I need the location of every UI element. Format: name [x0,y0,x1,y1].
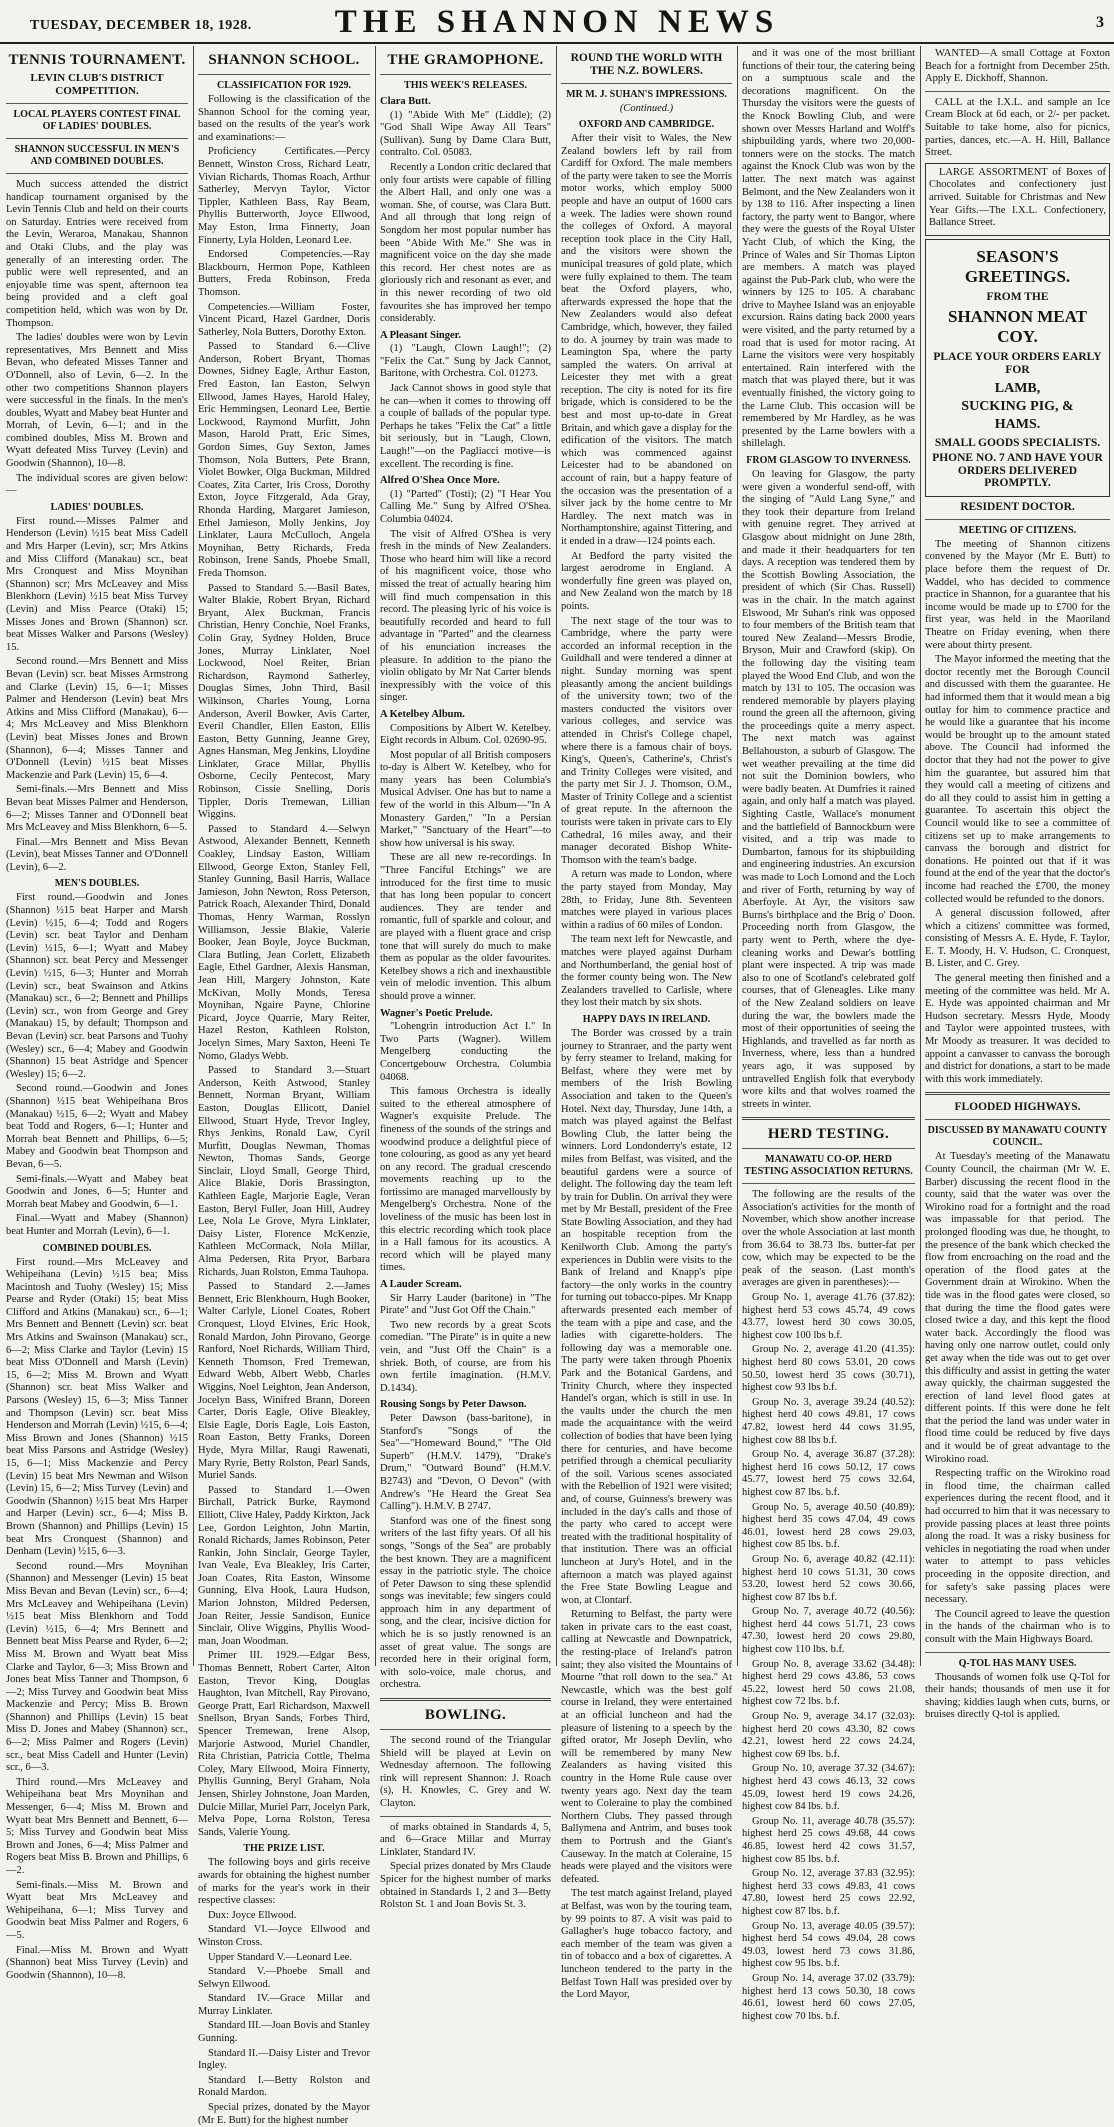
ad-specialists: SMALL GOODS SPECIALISTS. [934,436,1101,449]
paragraph: Returning to Belfast, the party were taken in private cars to the east coast, calling at Newcastle and Downpatrick, the resting-place of Ireland's patron saint; they also visited the Mountains of Mourne "that roll down to the sea." At Newcastle, which was the best golf course in Ireland, they were entertained at an official luncheon and had the pleasure of listening to a speech by the gifted orator, Mr Joseph Devlin, who will be remembered by many New Zealanders as having visited this country in the Home Rule cause over twenty years ago. Next day the team went to Coleraine to play the combined Northern Clubs. They passed through Ballymena and Antrim, and buses took them to Portrush and the Giant's Causeway. In the match at Coleraine, 15 heads were played and the visitors were defeated. [561,1609,732,1885]
paragraph: Standard II.—Daisy Lister and Trevor Ingley. [198,2047,370,2072]
paragraph: First round.—Mrs McLeavey and Wehipeihana (Levin) ½15 bea; Miss Macintosh and Tuohy (Wesley) 15; Miss Pearse and Ryder (Otaki) 15; beat Miss Clifford and Atkins (Manakau) scr., 6—1; Mrs Bennett and Bennett (Levin) scr. beat Mrs Atkins and Swainson (Manakau) scr., 6—2; Miss Clarke and Taylor (Levin) 15 beat Miss O'Donnell and Marsh (Levin) 15, 6—2; Miss M. Brown and Wyatt (Shannon) scr. beat Miss Walker and Parsons (Wesley) 15, 6—3; Miss Tanner and Thompson (Levin) scr. beat Miss Henderson and Morrah (Levin) ½15, 6—4; Miss Brown and Jones (Shannon) ½15 beat Miss Parsons and Astridge (Wesley) 15, 6—1; Miss Mackenzie and Percy (Levin) 15 beat Mrs Newman and Wilson (Levin) 15, 6—2; Miss Turvey (Levin) and Goodwin (Shannon) ½15 beat Mrs Harper and Harper (Levin) scr., 6—4; Miss B. Brown (Shannon) and Phillips (Levin) 15 beat Mrs Cronquest (Shannon) and Denham (Levin) ½15, 6—3. [6,1256,188,1558]
section-heading: LADIES' DOUBLES. [50,501,144,513]
column-rule [737,46,738,1666]
paragraph: and it was one of the most brilliant functions of their tour, the catering being on a sumptuous scale and the decorations magnificent. On the Thursday the visitors were the guests of the Knock Bowling Club, and were shown over Messrs Harland and Wolff's shipbuilding yards, where two 20,000-tonners were on the stocks. The match against the Knock Club was won by the latter. The next match was against Belmont, and the New Zealanders won it by 138 to 116. After inspecting a linen factory, the party went to Bangor, where they were the guests of the Royal Ulster Yacht Club, of which the King, the Prince of Wales and Sir Thomas Lipton are members. A match was played against the Pub-Park club, who were the winners by 125 to 105. A charabanc drive to Mayhee Island was an enjoyable excursion. Rains dating back 2000 years were visited, and the party returned by a road that is used for motor racing. At Larne the visitors were very hospitably entertained. Rain interfered with the match that was played there, but it was eventually finished, the victory going to the Larne Club. This occasion will be remembered by Mr Hardley, as he was presented by the Larne bowlers with a shillelagh. [742,48,915,450]
section-heading: Clara Butt. [380,96,431,107]
paragraph: The ladies' doubles were won by Levin representatives, Mrs Bennett and Miss Bevan, who defeated Misses Tanner and O'Donnell, also of Levin, 6—2. In the other two competitions Shannon players were successful in the finals. In the men's doubles, Wyatt and Mabey beat Hunter and Morrah, of Levin, 6—1; and in the combined doubles, Miss M. Brown and Wyatt defeated Miss Turvey (Levin) and Goodwin (Shannon), 10—8. [6,332,188,470]
classified-ad: CALL at the I.X.L. and sample an Ice Cream Block at 6d each, or 2/- per packet. Suitable to take home, also for picnics, parties, dances, etc.—A. H. Hill, Ballance Street. [925,96,1110,159]
bowlers-headline: ROUND THE WORLD WITH THE N.Z. BOWLERS. [570,52,723,77]
paragraph: Standard V.—Phoebe Small and Selwyn Ellwood. [198,1966,370,1990]
group-result: Group No. 3, average 39.24 (40.52): highest herd 40 cows 49.81, 17 cows 47.82, lowest herd 44 cows 31.95, highest cow 88 lbs b.f. [742,1396,915,1446]
group-result: Group No. 4, average 36.87 (37.28): highest herd 16 cows 50.12, 17 cows 45.77, lowest herd 75 cows 32.64, highest cow 87 lbs. b.f. [742,1449,915,1498]
group-result: Group No. 5, average 40.50 (40.89): highest herd 35 cows 47.04, 49 cows 46.01, lowest herd 28 cows 29.03, highest cow 85 lbs. b.f. [742,1501,915,1551]
gramophone-subhead: THIS WEEK'S RELEASES. [404,80,527,91]
paragraph: (1) "Parted" (Tosti); (2) "I Hear You Calling Me." Sung by Alfred O'Shea. Columbia 04024. [380,488,551,525]
divider [380,1698,551,1701]
paragraph: Compositions by Albert W. Ketelbey. Eight records in Album. Col. 02690-95. [380,722,551,747]
paragraph: The visit of Alfred O'Shea is very fresh in the minds of New Zealanders. Those who heard him will like a record of his magnificent voice, those who missed the treat of actually hearing him will find much compensation in this record. The pleasing lyric of his voice is beautifully recorded and heard to full advantage in "Parted" and the clearness of his enunciation increases the pleasure. In addition to the piano the violin obligato by Mr Nat Carter blends inexpressibly with the voice of this singer. [380,528,551,704]
group-result: Group No. 11, average 40.78 (35.57): highest herd 25 cows 49.68, 44 cows 46.85, lowest herd 42 cows 31.57, highest cow 85 lbs. b.f. [742,1815,915,1865]
paragraph: Final.—Wyatt and Mabey (Shannon) beat Hunter and Morrah (Levin), 6—1. [6,1213,188,1237]
continued-note: (Continued.) [619,103,674,114]
ad-text: LARGE ASSORTMENT of Boxes of Chocolates and confectionery just arrived. Suitable for Christmas and New Year Gifts.—The I.X.L. Confectionery, Ballance Street. [929,166,1106,229]
paragraph: (1) "Abide With Me" (Liddle); (2) "God Shall Wipe Away All Tears" (Sullivan). Sung by Dame Clara Butt, contralto. Col. 05083. [380,109,551,159]
paragraph: Recently a London critic declared that only four artists were capable of filling the Albert Hall, and only one was a woman. She, of course, was Clara Butt. And all through that long reign of Songdom her most popular number has been "Abide With Me." She was in magnificent voice on the day she made this record. Her chest notes are as gloriously rich and resonant as ever, and in this newer recording of two old favourites she has improved her tempo considerably. [380,161,551,325]
paragraph: (1) "Laugh, Clown Laugh!"; (2) "Felix the Cat." Sung by Jack Cannot, Baritone, with Orchestra. Col. 01273. [380,343,551,380]
paragraph: Competencies.—William Foster, Vincent Picard, Hazel Gardner, Doris Satherley, Nola Butters, Dorothy Exton. [198,301,370,338]
paragraph: Dux: Joyce Ellwood. [208,1909,297,1921]
paragraph: Respecting traffic on the Wirokino road in flood time, the chairman called experiences during the recent flood, and it had occurred to him that it was necessary to provide passing places at least three points along the road. It was a risky business for vehicles in negotiating the road when under water to attempt to pass vehicles proceeding in the opposite direction, and for safety's sake passing places were necessary. [925,1468,1110,1606]
paragraph: Passed to Standard 3.—Stuart Anderson, Keith Astwood, Stanley Bennett, Norman Bryant, William Easton, Douglas Ellicott, Daniel Ellwood, Stuart Hyde, Trevor Ingley, Rhys Jenkins, Ronald Law, Cyril Murfitt, Douglas Newman, Thomas Newton, Thomas Sands, George Sinclair, Lloyd Small, George Third, Alice Blakie, Doris Brassington, Kathleen Eagle, Marjorie Eagle, Veran Easton, Beryl Fuller, Joan Hill, Audrey Lee, Nola Le Grove, Myra Linklater, Daisy Lister, Florence McKenzie, Kathleen McCormack, Nola Millar, Alma Pedersen, Rita Pryor, Barbara Richards, Juan Rolston, Emma Tauhopa. [198,1065,370,1278]
paragraph: Passed to Standard 1.—Owen Birchall, Patrick Burke, Raymond Elliott, Clive Haley, Paddy Kirkton, Jack Lee, Gordon Leighton, John Martin, Ronald Richards, James Robinson, Peter Rankin, John Sinclair, George Tayler, Ivan Veale, Eva Bleakley, Iris Carter, Joan Coates, Rita Easton, Winsome Gunning, Elva Hook, Laura Hudson, Marion Johnston, Mildred Pedersen, Joan Reiter, Jessie Sandison, Eunice Sinclair, Olive Wiggins, Phyllis Wood-man, Joan Woodman. [198,1484,370,1647]
paragraph: The individual scores are given below:— [6,472,188,497]
column-school [198,48,370,2126]
section-heading: Alfred O'Shea Once More. [380,475,500,487]
section-heading: A Pleasant Singer. [380,329,461,341]
paragraph: Standard VI.—Joyce Ellwood and Winston Cross. [198,1924,370,1948]
column-gramophone [380,48,551,1911]
paragraph: Second round.—Goodwin and Jones (Shannon) ½15 beat Wehipeihana Bros (Manakau) ½15, 6—2; Wyatt and Mabey beat Todd and Rogers, 6—1; Hunter and Morrah beat Bennett and Phillips, 6—5; Mabey and Goodwin beat Thompson and Bevan, 6—5. [6,1083,188,1170]
divider [198,74,370,75]
paragraph: The general meeting then finished and a meeting of the committee was held. Mr A. E. Hyde was appointed chairman and Mr Hudson secretary. Messrs Hyde, Moody and Taylor were appointed trustees, with Mr Moody as treasurer. It was decided to appoint a canvasser to canvass the borough and district for donations, a start to be made with this work immediately. [925,973,1110,1085]
ad-phone-line: PHONE NO. 7 AND HAVE YOUR ORDERS DELIVERED PROMPTLY. [932,452,1103,490]
paragraph: Passed to Standard 2.—James Bennett, Eric Blenkhourn, Hugh Booker, Walter Carlyle, Lionel Coates, Robert Cronquest, Lloyd Elvines, Eric Hook, Ronald Mardon, John Pirovano, George Ranford, Noel Richards, William Third, Kenneth Thomson, Fred Tremewan, Edward Webb, Albert Webb, Charles Wiggins, Noel Leighton, Jean Anderson, Jocelyn Bass, Winifred Brann, Doreen Carter, Doris Eagle, Olive Bleakley, Elsie Eagle, Doris Eagle, Lois Easton, Roan Easton, Betty Franks, Doreen Hyde, Myra Millar, Raugi Rawenati, Mary Ryrie, Betty Rolston, Pearl Sands, Muriel Sands. [198,1281,370,1482]
section-heading: COMBINED DOUBLES. [42,1242,152,1254]
ad-greeting: SEASON'S GREETINGS. [964,246,1071,286]
paragraph: The team next left for Newcastle, and matches were played against Durham and Northumberland, the genial host of the former county being won. The New Zealanders travelled to Carlisle, where they lost their match by six shots. [561,934,732,1009]
paragraph: Thousands of women folk use Q-Tol for their hands; thousands of men use it for shaving; kiddies laugh when cuts, burns, or bruises directly Q-tol is applied. [925,1671,1110,1721]
divider [6,173,188,174]
group-result: Group No. 2, average 41.20 (41.35): highest herd 80 cows 53.01, 20 cows 50.50, lowest herd 35 cows (30.71), highest cow 93 lbs b.f. [742,1344,915,1394]
paragraph: Special prizes, donated by the Mayor (Mr E. Butt) for the highest number [198,2102,370,2126]
ad-item: LAMB, [994,380,1041,396]
paragraph: The meeting of Shannon citizens convened by the Mayor (Mr E. Butt) to place before them the request of Dr. Waddel, who has decided to commence practice in Shannon, for a guarantee that his income would be made up to £700 for the first year, was held in the Maoriland Theatre on Friday evening, when there were about thirty present. [925,538,1110,651]
paragraph: Sir Harry Lauder (baritone) in "The Pirate" and "Just Got Off the Chain." [380,1292,551,1317]
group-result: Group No. 12, average 37.83 (32.95): highest herd 33 cows 49.83, 41 cows 47.80, lowest herd 25 cows 22.92, highest cow 87 lbs. b.f. [742,1868,915,1917]
paragraph: The Council agreed to leave the question in the hands of the chairman who is to consult with the Main Highways Board. [925,1608,1110,1645]
paragraph: The following boys and girls receive awards for obtaining the highest number of marks for the year's work in their respective classes: [198,1857,370,1907]
paragraph: Semi-finals.—Wyatt and Mabey beat Goodwin and Jones, 6—5; Hunter and Morrah beat Mabey and Goodwin, 6—1. [6,1173,188,1210]
classified-ad: WANTED—A small Cottage at Foxton Beach for a fortnight from December 25th. Apply E. Dickhoff, Shannon. [925,48,1110,85]
issue-date: TUESDAY, DECEMBER 18, 1928. [30,18,252,33]
section-heading: MEN'S DOUBLES. [54,878,140,890]
masthead [0,0,1114,44]
paragraph: Third round.—Mrs McLeavey and Wehipeihana beat Mrs Moynihan and Messenger, 6—4; Miss M. Brown and Wyatt beat Mrs Bennett and Bennett, 6—5; Miss Turvey and Goodwin beat Miss Brown and Jones, 6—4; Miss Palmer and Rogers beat Miss B. Brown and Phillips, 6—2. [6,1776,188,1876]
paragraph: First round.—Misses Palmer and Henderson (Levin) ½15 beat Miss Cadell and Mrs Harper (Levin), scr; Mrs Atkins and Miss Clifford (Manakau) scr., beat Mrs Cronquest and Miss Moynihan (Shannon) scr; Mrs McLeavey and Miss Blenkhorn (Levin) ½15 beat Miss Turvey (Levin) and Miss Pearce (Otaki) 15; Misses Jones and Brown (Shannon) scr. beat Misses Walker and Parsons (Wesley) 15. [6,515,188,653]
divider [925,1092,1110,1095]
paragraph: Most popular of all British composers to-day is Albert W. Ketelbey, who for many years has been Columbia's Musical Adviser. One has but to name a few of the world in this Album—"In A Monastery Garden," "In a Persian Market," "Sanctuary of the Heart"—to show how universal is his sway. [380,749,551,849]
divider [380,1729,551,1730]
paragraph: Semi-finals.—Mrs Bennett and Miss Bevan beat Misses Palmer and Henderson, 6—2; Misses Tanner and O'Donnell beat Mrs McLeavey and Miss Blenkhorn, 6—5. [6,784,188,834]
paragraph: Peter Dawson (bass-baritone), in Stanford's "Songs of the Sea"—"Homeward Bound," "The Old Superb" (H.M.V. 1479), "Drake's Drum," "Outward Bound" (H.M.V. B2743) and "Devon, O Devon" (with Andrew's "He Heard the Great Sea Calling"). H.M.V. B 2747. [380,1412,551,1513]
section-heading: A Lauder Scream. [380,1279,462,1291]
paragraph: Special prizes donated by Mrs Claude Spicer for the highest number of marks obtained in Standards 1, 2 and 3—Betty Rolston St. 1 and Joan Bovis St. 3. [380,1861,551,1911]
column-rule [375,46,376,1666]
paragraph: These are all new re-recordings. In "Three Fanciful Etchings" we are introduced for the first time to music that has long been popular to concert audiences. They are tender and romantic, full of sparkle and colour, and are played with a fluent grace and crisp tone that will surely do much to make them as popular as the older favourites. Ketelbey shows a rich and inexhaustible vein of melodic invention. This album should prove a winner. [380,852,551,1002]
column-travel-herd [742,48,915,2022]
paragraph: A return was made to London, where the party stayed from Monday, May 28th, to Friday, June 8th. Seventeen matches were played in various places within a radius of 60 miles of London. [561,869,732,931]
divider [925,519,1110,520]
paragraph: A general discussion followed, after which a citizens' committee was formed, consisting of Messrs A. E. Hyde, F. Taylor, E. T. Moody, H. V. Hudson, C. Cronquest, B. Lister, and C. Grey. [925,908,1110,970]
divider [6,138,188,139]
paragraph: Stanford was one of the finest song writers of the last fifty years. Of all his songs, "Songs of the Sea" are probably the best known. They are a magnificent essay in the patriotic style. The choice of Peter Dawson to sing these splendid songs was inevitable; few singers could approach him in any department of song, and the clear, incisive diction for which he is so justly renowned is an asset of great value. The songs are recorded here in their original form, with solo-voice, male chorus, and orchestra. [380,1515,551,1691]
paragraph: On leaving for Glasgow, the party were given a wonderful send-off, with the singing of "Auld Lang Syne," and they took their departure from Ireland with genuine regret. They arrived at Glasgow about midnight on June 28th, and made it their headquarters for ten days. A reception was tendered them by the Scottish Bowling Association, the president of which (Sir Chas. Russell) was in the chair. In the match against Elswood, Mr Suhan's rink was opposed to four members of the British team that toured New Zealand—Messrs Brodie, Bryson, Muir and Crawford (skip). On the following day the visiting team played the Wood End Club, and won the match by 131 to 105. The occasion was rendered memorable by players playing round the green all the afternoon, giving the proceedings quite a merry aspect. The next match was against Bellahouston, a suburb of Glasgow. The wet weather prevailing at the time did not suit the Dominion bowlers, who were badly beaten. At Dumfries it rained again, and only half a match was played. Sighting Castle, Wallace's monument and the battlefield of Bannockburn were visited, and a trip was made to Dumbarton, famous for its shipbuilding and engineering industries. An excursion was made to Loch Lomond and the Loch and river of Forth, returning by way of Aberfoyle. At Ayr, the visitors saw Burns's birthplace and the Brig o' Doon. Proceeding north from Glasgow, the party went to Perth, where the dye-cleaning works and Dewar's bottling plant were inspected. A trip was made also to one of Scotland's celebrated golf courses, that of Gleneagles. Like many of the New Zealand soldiers on leave during the war, the bowlers made the most of their opportunities of seeing the Highlands, and travelled as far north as Inverness, where, less than a hundred years ago, it was supposed by untravelled English folk that everybody wore kilts and that wolves roamed the streets in winter. [742,469,915,1110]
page-number: 3 [1096,14,1104,31]
paragraph: Second round.—Mrs Bennett and Miss Bevan (Levin) scr. beat Misses Armstrong and Clarke (Levin) 15, 6—1; Misses Palmer and Henderson (Levin) beat Mrs Atkins and Miss Clifford (Manakau), 6—4; Mrs McLeavey and Miss Blenkhorn (Levin) beat Misses Jones and Brown (Shannon), 6—4; Misses Tanner and O'Donnell (Levin) ½15 beat Misses Mackenzie and Park (Levin) 15, 6—4. [6,656,188,781]
meat-company-ad [925,239,1110,497]
paragraph: "Lohengrin introduction Act I." In Two Parts (Wagner). Willem Mengelberg conducting the Concertgebouw Orchestra. Columbia 04068. [380,1021,551,1083]
paragraph: Standard I.—Betty Rolston and Ronald Mardon. [198,2074,370,2099]
group-result: Group No. 8, average 33.62 (34.48): highest herd 29 cows 43.86, 53 cows 45.22, lowest herd 50 cows 21.08, highest cow 72 lbs. b.f. [742,1658,915,1708]
flood-headline: FLOODED HIGHWAYS. [954,1101,1081,1114]
paragraph: After their visit to Wales, the New Zealand bowlers left by rail from Cardiff for Oxford. The male members of the party were taken to see the Morris motor works, which employ 5000 people and have an output of 1600 cars a week. The ladies were shown round the colleges of Oxford. A mayoral reception took place in the City Hall, and the visitors were shown the municipal treasures of gold plate, which were fully explained to them. The team beat the Oxford players, who, afterwards expressed the hope that the New Zealanders would also defeat Cambridge, which, however, they failed to do. A journey by train was made to Leamington Spa, where the party sampled the waters. On arrival at Leicester they met with a great reception. The city is noted for its fire brigade, which is considered to be the best and most up-to-date in Great Britain, and which gave a display for the edification of the visitors. The match which was commenced against Leicester had to be abandoned on account of rain, but a happy feature of the occasion was the presentation of a silver jack by the home centre to Mr Hardley. The next match was in Northamptonshire, against Tittering, and it ended in a draw—124 points each. [561,133,732,547]
paragraph: Primer III. 1929.—Edgar Bess, Thomas Bennett, Robert Carter, Alton Easton, Trevor King, Douglas Haughton, Ivan Mitchell, Ray Pirovano, George Pratt, Earl Richardson, Maxwell Snellson, Bryan Sands, Forbes Third, Spencer Tremewan, Irene Alsop, Marjorie Astwood, Muriel Chandler, Rita Christian, Patricia Cottle, Thelma Coley, Mary Ellwood, Moira Finnerty, Phyllis Gunning, Beryl Graham, Nola Jensen, Shirley Johnstone, Joan Marden, Dulcie Millar, Muriel Parr, Jocelyn Park, Melva Pope, Lorna Rolston, Teresa Sands, Valerie Young. [198,1650,370,1838]
ad-order-line: PLACE YOUR ORDERS EARLY FOR [933,351,1102,376]
group-result: Group No. 1, average 41.76 (37.82): highest herd 53 cows 45.74, 49 cows 43.77, lowest herd 30 cows 30.05, highest cow 100 lbs b.f. [742,1292,915,1341]
section-heading: A Ketelbey Album. [380,708,465,720]
column-rule [920,46,921,1666]
paragraph: The Mayor informed the meeting that the doctor recently met the Borough Council and discussed with them the guarantee. He had informed them that it would mean a big outlay for him to commence practice and he would like a guarantee that his income would be brought up to the amount stated above. The Council had informed the doctor that they had not the power to give him the guarantee, but assured him that they would call a meeting of citizens and do all they could to assist him in getting a guarantee. To ascertain this object the Council would like to see a committee of citizens set up to make arrangements to canvass the borough and district for donations. He pointed out that if it was found at the end of the year that the doctor's income had reached the £700, the money collected would be refunded to the donors. [925,654,1110,905]
doctor-headline: RESIDENT DOCTOR. [960,500,1075,513]
ad-item: SUCKING PIG, & [961,398,1074,414]
confectionery-ad [925,163,1110,236]
divider [925,1652,1110,1653]
paragraph: Passed to Standard 6.—Clive Anderson, Robert Bryant, Thomas Downes, Sidney Eagle, Arthur Easton, Fred Easton, Ian Easton, Selwyn Ellwood, James Hayes, Harold Haley, Eric Hemmingsen, Leonard Lee, Bertie Lockwood, Raymond Murfitt, John Mason, Harold Pratt, Eric Simes, Gordon Simes, Guy Sexton, James Thomson, Nola Butters, Pete Brann, Violet Bowker, Olga Buckman, Mildred Coates, Zita Carter, Iris Cross, Dorothy Exton, Joyce Fitzgerald, Ada Gray, Rhonda Harding, Margaret Jamieson, Ethel Jamieson, Molly Jenkins, Joy Linklater, Laura McCulloch, Angela Moynihan, Betty Richards, Freda Robinson, Irene Sands, Phoebe Small, Freda Thomson. [198,341,370,579]
paragraph: The Border was crossed by a train journey to Stranraer, and the party went by ferry steamer to Ireland, making for Belfast, where they were met by members of the Irish Bowling Association and taken to the Queen's Hotel. Next day, Thursday, June 14th, a match was played against the Belfast Bowling Club, the latter being the winners. Lord Londonderry's estate, 12 miles from Belfast, was visited, and the beautiful gardens were a source of delight. The following day the team left by train for Dublin. On arrival they were met by Mr Bestall, president of the Free State Bowling Association, and they had an hospitable reception from the Kenilworth Club. Among the party's experiences in Dublin were visits to the Bank of Ireland and Knapp's pipe factory—the only works in the country for turning out tobacco-pipes. Mr Knapp afterwards presented each member of the team with a pipe and case, and the ladies with cigarette-holders. The following day was a memorable one. The party were taken through Phoenix Park and the Botanical Gardens, and Trinity Church, where they inspected Handel's organ, which is still in use. In the vaults under the church the men made the acquaintance with the weird collection of bodies that have been lying there for centuries, and have become petrified through a chemical peculiarity of the soil. Various scenes associated with the Rebellion of 1921 were visited; and, of course, Guinness's brewery was included in the day's calls and those of the party who cared to accept were treated with the traditional hospitality of that institution. There was an official luncheon at Jury's Hotel, and in the afternoon a match was played against the Free State Bowling League and won, at Clontarf. [561,1027,732,1606]
doctor-subhead: MEETING OF CITIZENS. [958,524,1077,536]
column-bowlers [561,48,732,2001]
divider [380,74,551,75]
paragraph: Passed to Standard 4.—Selwyn Astwood, Alexander Bennett, Kenneth Coakley, Lindsay Easton, William Ellwood, George Exton, Stanley Fell, Stanley Gunning, Basil Harris, Wallace Jamieson, John Newton, Ross Peterson, Patrick Roach, Alexander Third, Donald Thomas, Henry Warman, Rosslyn Williamson, Jessie Blakie, Valerie Booker, Jean Boyle, Joyce Buckman, Clara Butling, Jean Corlett, Elizabeth Eagle, Ethel Gardner, Alexis Hansman, Jean Hill, Margery Johnston, Kate McKivan, Molly Monds, Teresa Moynihan, Ngaire Payne, Chlorine Picard, Joyce Quarrie, Mary Reiter, Hazel Reston, Kathleen Rolston, Jocelyn Simes, Mary Saxton, Heeni Te Nomo, Gladys Webb. [198,823,370,1062]
paragraph: At Tuesday's meeting of the Manawatu County Council, the chairman (Mr W. E. Barber) discussing the recent flood in the county, said that the water was over the Wirokino road for a fortnight and the road was impassable for that period. The prolonged flooding was due, he thought, to the presence of the bank which checked the flow from encroaching on the road and the operation of the flood gates at the Government drain at Wirokino. When the tide was in the flood gates were closed, so that during the time the flood gates were closed twice a day, and this kept the flood water back. Accordingly the flood was having only one narrow outlet, could only get away when the tide was out to get over this difficulty and assist in getting the water away quickly, the chairman suggested the erection of land level flood gates at different points. If this were done he felt that the period the land was under water in flood time could be reduced by five days and it would be of great advantage to the Wirokino road. [925,1151,1110,1465]
flood-subhead: DISCUSSED BY MANAWATU COUNTY COUNCIL. [927,1125,1108,1149]
divider [925,1119,1110,1120]
section-heading: FROM GLASGOW TO INVERNESS. [746,455,911,466]
paragraph: Two new records by a great Scots comedian. "The Pirate" is in quite a new vein, and "Just Off the Chain" is a shriek. Both, of course, are from his own fertile imagination. (H.M.V. D.1434). [380,1319,551,1394]
divider [742,1183,915,1184]
bowlers-subhead: MR M. J. SUHAN'S IMPRESSIONS. [566,89,727,100]
gramophone-headline: THE GRAMOPHONE. [387,52,544,68]
column-rule [193,46,194,1666]
paragraph: of marks obtained in Standards 4, 5, and 6—Grace Millar and Murray Linklater, Standard IV. [380,1821,551,1858]
paragraph: Endorsed Competencies.—Ray Blackbourn, Hermon Pope, Kathleen Butters, Freda Robinson, Freda Thomson. [198,249,370,298]
newspaper-title: THE SHANNON NEWS [334,4,780,40]
ad-from: FROM THE [986,290,1049,303]
tennis-subhead: LEVIN CLUB'S DISTRICT COMPETITION. [30,72,164,97]
bowling-headline: BOWLING. [424,1707,507,1724]
ad-item: HAMS. [994,416,1041,432]
section-heading: OXFORD AND CAMBRIDGE. [578,119,715,130]
tennis-subhead: SHANNON SUCCESSFUL IN MEN'S AND COMBINED DOUBLES. [14,144,180,167]
qtol-headline: Q-TOL HAS MANY USES. [958,1657,1077,1669]
paragraph: Second round.—Mrs Moynihan (Shannon) and Messenger (Levin) 15 beat Miss Bevan and Bevan (Levin) scr., 6—4; Mrs McLeavey and Wehipeihana (Levin) ½15 beat Miss Blenkhorn and Todd (Levin) ½15, 6—4; Mrs Bennett and Bennett beat Miss Pearse and Ryder, 6—2; Miss M. Brown and Wyatt beat Miss Clarke and Taylor, 6—3; Miss Brown and Jones beat Miss Tanner and Thompson, 6—2; Miss Turvey and Goodwin beat Miss Mackenzie and Percy; Miss B. Brown (Shannon) and Phillips (Levin) 15 beat Miss D. Jones and Mabey (Shannon) scr., 6—2; Miss Palmer and Rogers (Levin) scr., beat Miss Cadell and Hunter (Levin) scr., 6—3. [6,1560,188,1774]
divider [742,1117,915,1120]
group-result: Group No. 9, average 34.17 (32.03): highest herd 20 cows 43.30, 82 cows 42.21, lowest herd 22 cows 24.24, highest cow 69 lbs. b.f. [742,1711,915,1760]
tennis-subhead: LOCAL PLAYERS CONTEST FINAL OF LADIES' DOUBLES. [13,109,181,132]
paragraph: Standard III.—Joan Bovis and Stanley Gunning. [198,2020,370,2045]
column-rule [556,46,557,1666]
paragraph: Proficiency Certificates.—Percy Bennett, Winston Cross, Richard Leatr, Vivian Richards, Thomas Roach, Arthur Satherley, Mervyn Taylor, Victor Tippler, Kathleen Bass, Ray Beam, Phyllis Butterworth, Joyce Ellwood, May Eston, Irma Finnerty, Joan Finnerty, Lyla Holden, Leonard Lee. [198,146,370,246]
group-result: Group No. 10, average 37.32 (34.67): highest herd 43 cows 46.13, 32 cows 45.09, lowest herd 19 cows 24.26, highest cow 84 lbs. b.f. [742,1763,915,1813]
paragraph: The test match against Ireland, played at Belfast, was won by the touring team, by 99 points to 87. A visit was paid to Gallagher's huge tobacco factory, and each member of the team was given a tin of tobacco and a box of cigarettes. A luncheon tendered to the party in the Belfast Town Hall was presided over by the Lord Mayor, [561,1888,732,2001]
herd-headline: HERD TESTING. [767,1126,890,1143]
paragraph: Jack Cannot shows in good style that he can—when it comes to throwing off a couple of ballads of the popular type. Perhaps he takes "Felix the Cat" a little bit seriously, but in "Laugh, Clown, Laugh!"—on the Pagliacci motive—is excellent. The recording is fine. [380,383,551,470]
section-heading: Rousing Songs by Peter Dawson. [380,1399,527,1411]
ad-company-name: SHANNON MEAT COY. [948,307,1087,347]
paragraph: At Bedford the party visited the largest aerodrome in England. A wonderfully fine green was played on, and New Zealand won the match by 18 points. [561,550,732,612]
school-subhead: CLASSIFICATION FOR 1929. [217,80,351,91]
paragraph: Final.—Miss M. Brown and Wyatt (Shannon) beat Miss Turvey (Levin) and Goodwin (Shannon), 10—8. [6,1944,188,1981]
section-heading: Wagner's Poetic Prelude. [380,1007,493,1019]
group-result: Group No. 7, average 40.72 (40.56): highest herd 44 cows 51.71, 23 cows 47.30, lowest herd 20 cows 29.80, highest cow 110 lbs. b.f. [742,1606,915,1656]
paragraph: Semi-finals.—Miss M. Brown and Wyatt beat Mrs McLeavey and Wehipeihana, 6—1; Miss Turvey and Goodwin beat Miss Palmer and Rogers, 6—5. [6,1879,188,1941]
paragraph: Upper Standard V.—Leonard Lee. [208,1951,352,1963]
group-result: Group No. 13, average 40.05 (39.57): highest herd 54 cows 49.04, 28 cows 49.03, lowest herd 73 cows 31.86, highest cow 95 lbs. b.f. [742,1920,915,1970]
paragraph: Following is the classification of the Shannon School for the coming year, based on the results of the year's work and examinations:— [198,94,370,143]
divider [380,1816,551,1817]
paragraph: The following are the results of the Association's activities for the month of November, which show another increase over the whole Association at last month from 36.64 to 38.73 lbs. butter-fat per cow, which may be expected to be the peak of the season. (Last month's averages are given in parentheses):— [742,1189,915,1289]
divider [742,1148,915,1149]
section-heading: THE PRIZE LIST. [243,1843,325,1855]
paragraph: The second round of the Triangular Shield will be played at Levin on Wednesday afternoon. The following rink will represent Shannon: J. Roach (s), H. Knowles, C. Grey and W. Clayton. [380,1735,551,1809]
paragraph: Passed to Standard 5.—Basil Bates, Walter Blakie, Robert Bryan, Richard Bryant, Alex Buckman, Francis Christian, Henry Conchie, Noel Franks, Colin Gray, Sydney Holden, Bruce Jones, Murray Linklater, Noel Lockwood, Noel Reiter, Brian Richardson, Raymond Satherley, Douglas Simes, John Third, Basil Wilkinson, Charles Young, Lorna Anderson, Averil Bowker, Avis Carter, Everil Chandler, Ellen Easton, Ellis Easton, Betty Gunning, Jeanne Grey, Agnes Hansman, Meg Jenkins, Lloydine Linklater, Grace Millar, Phyllis Osborne, Cecily Pentecost, Mary Robinson, Cissie Snelling, Doris Tippler, Doris Tremewan, Lillian Wiggins. [198,582,370,821]
paragraph: This famous Orchestra is ideally suited to the ethereal atmosphere of Wagner's exquisite Prelude. The fineness of the sounds of the strings and woodwind produce a delightful piece of tone colouring, as good as any yet heard on any record. The gradual crescendo movements reaching up to the fortissimo are managed marvellously by Mengelberg's Orchestra. None of the loveliness of the music has been lost in this electric recording which took place in a Hall famous for its acoustics. A record which will be played many times. [380,1086,551,1274]
group-result: Group No. 6, average 40.82 (42.11): highest herd 10 cows 51.31, 30 cows 53.20, lowest herd 52 cows 30.66, highest cow 87 lbs b.f. [742,1553,915,1603]
section-heading: HAPPY DAYS IN IRELAND. [582,1013,711,1025]
paragraph: Much success attended the district handicap tournament organised by the Levin Tennis Club and held on their courts on Saturday. Entries were received from the Levin, Weraroa, Manakau, Shannon and Otaki Clubs, and the play was generally of an interesting order. The public were well represented, and an enjoyable time was spent, afternoon tea being provided and a cleft goal competition held, which was won by Dr. Thompson. [6,179,188,329]
paragraph: Final.—Mrs Bennett and Miss Bevan (Levin), beat Misses Tanner and O'Donnell (Levin), 6—2. [6,836,188,873]
paragraph: Standard IV.—Grace Millar and Murray Linklater. [198,1993,370,2017]
divider [925,91,1110,92]
school-headline: SHANNON SCHOOL. [208,52,360,68]
group-result: Group No. 14, average 37.02 (33.79): highest herd 13 cows 50.30, 18 cows 46.61, lowest herd 60 cows 27.05, highest cow 70 lbs. b.f. [742,1972,915,2022]
column-ads-news [925,48,1110,1721]
divider [561,83,732,84]
column-tennis [6,48,188,1981]
paragraph: The next stage of the tour was to Cambridge, where the party were accorded an informal reception in the Guildhall and were tendered a dinner at night. Sunday morning was spent pleasantly among the ancient buildings of the university town; two of the masters conducted the visitors over various colleges, and service was attended in Christ's College chapel, where there is a famous chair of boys. King's, Queen's, Catherine's, Christ's and Trinity Colleges were visited, and the party met Sir J. J. Thomson, O.M., Master of Trinity College and a scientist of great repute. In the afternoon the tourists were taken in private cars to Ely Cathedral, 16 miles away, and their manager decorated Bishop White-Thomson with the team's badge. [561,615,732,866]
tennis-headline: TENNIS TOURNAMENT. [8,52,186,68]
divider [6,103,188,104]
herd-subhead: MANAWATU CO-OP. HERD TESTING ASSOCIATION RETURNS. [744,1154,913,1178]
paragraph: First round.—Goodwin and Jones (Shannon) ½15 beat Harper and Marsh (Levin) ½15, 6—4; Todd and Rogers (Levin) scr. beat Taylor and Denham (Levin) ½15, 6—1; Wyatt and Mabey (Shannon) scr. beat Percy and Messenger (Levin) ½15, 6—3; Hunter and Morrah (Levin) scr., beat Swainson and Atkins (Manakau) scr., 6—2; Bennett and Phillips (Levin) scr., won from George and Grey (Manakau) 15, by default; Thompson and Bevan (Levin) scr. beat Parsons and Tuohy (Wesley) scr., 6—4; Mabey and Goodwin (Shannon) 15 beat Astridge and Spencer (Wesley) 15; 6—2. [6,892,188,1080]
